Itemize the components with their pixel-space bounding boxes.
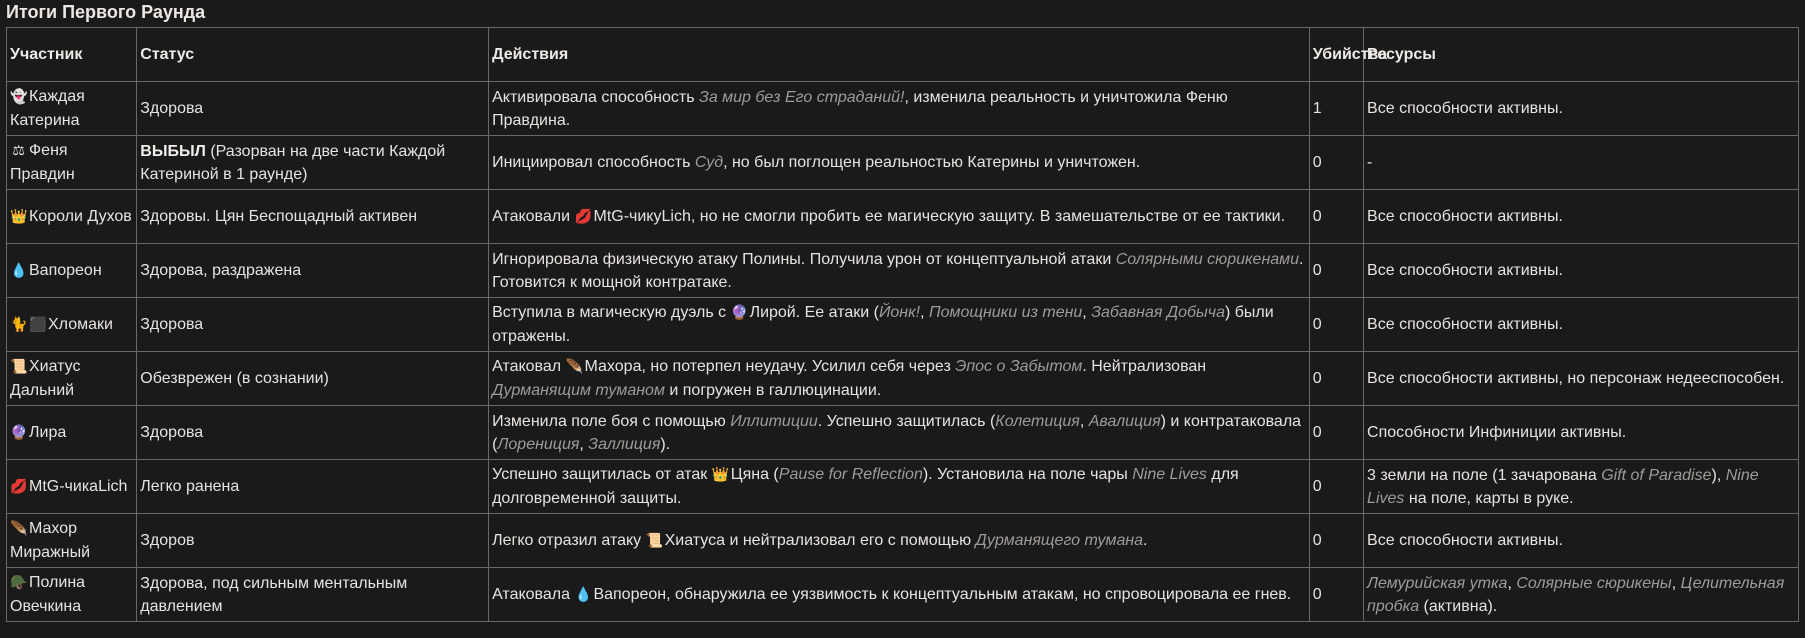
cell-status <box>137 190 489 244</box>
table-row <box>7 568 1799 622</box>
header-participant: Участник <box>7 28 137 82</box>
ability-name: Дурманящим туманом <box>492 382 665 399</box>
cell-text: Все способности активны. <box>1367 262 1563 279</box>
helmet-icon: 🪖 <box>10 575 28 591</box>
cell-text: Феня Правдин <box>10 142 75 183</box>
cell-text: . Нейтрализован <box>1082 358 1207 375</box>
cell-status <box>137 136 489 190</box>
cell-text: Махор Миражный <box>10 520 91 561</box>
cell-actions <box>489 460 1310 514</box>
cell-text: ). Установила на поле чары <box>922 466 1133 483</box>
ability-name: Суд <box>694 154 724 171</box>
cell-text: Здорова <box>140 100 204 117</box>
cell-resources <box>1364 244 1799 298</box>
ability-name: Pause for Reflection <box>778 466 923 483</box>
cell-actions <box>489 406 1310 460</box>
cell-text: Здорова <box>140 316 204 333</box>
table-row <box>7 298 1799 352</box>
cell-text: , но был поглощен реальностью Катерины и уничтожен. <box>723 154 1141 171</box>
cell-text: , <box>1507 574 1517 592</box>
cell-text: Все способности активны. <box>1367 316 1563 333</box>
lips-icon: 💋 <box>10 478 28 495</box>
cell-text: 3 земли на поле (1 зачарована <box>1367 466 1602 484</box>
cell-text: Вапореон, обнаружила ее уязвимость к концептуальным атакам, но спровоцировала ее гнев. <box>593 585 1292 603</box>
header-resources: Ресурсы <box>1364 28 1799 82</box>
cell-kills: 0 <box>1309 136 1363 190</box>
cell-resources <box>1364 136 1799 190</box>
cell-text: Лирой. Ее атаки ( <box>749 304 879 321</box>
table-row <box>7 244 1799 298</box>
cell-text: Атаковал <box>492 358 566 375</box>
cell-text: на поле, карты в руке. <box>1404 489 1574 507</box>
cell-kills: 0 <box>1309 514 1363 568</box>
cell-text: Махора, но потерпел неудачу. Усилил себя через <box>584 358 956 375</box>
cell-actions <box>489 244 1310 298</box>
page-title: Итоги Первого Раунда <box>6 2 206 22</box>
droplet-icon: 💧 <box>574 586 592 603</box>
cell-status <box>137 82 489 136</box>
cell-kills: 0 <box>1309 244 1363 298</box>
cell-participant <box>7 352 137 406</box>
cell-text: . Успешно защитилась ( <box>817 412 996 430</box>
cell-participant <box>7 406 137 460</box>
cell-text: Хломаки <box>48 315 113 333</box>
round-summary-table <box>6 27 1799 622</box>
crystal-ball-icon: 🔮 <box>10 424 28 441</box>
cell-text: , <box>1082 304 1092 321</box>
cell-text: Инициировал способность <box>492 154 695 171</box>
cell-text: Здорова, раздражена <box>140 262 302 279</box>
cell-text: Цяна ( <box>730 466 779 483</box>
cell-text: и погружен в галлюцинации. <box>664 382 882 399</box>
ability-name: За мир без Его страданий! <box>699 88 905 106</box>
cell-text: Атаковала <box>492 585 575 603</box>
cell-status <box>137 514 489 568</box>
cell-text: ). <box>660 435 671 453</box>
cell-text: Вступила в магическую дуэль с <box>492 304 731 321</box>
cell-status <box>137 352 489 406</box>
cell-text: Лира <box>29 423 67 441</box>
cell-status <box>137 568 489 622</box>
cell-resources <box>1364 190 1799 244</box>
cell-text: для долговременной защиты. <box>492 466 1239 507</box>
cell-text: Короли Духов <box>29 207 132 225</box>
table-row <box>7 82 1799 136</box>
cell-text: Здоровы. Цян Беспощадный активен <box>140 208 418 225</box>
cell-participant <box>7 460 137 514</box>
ability-name: Йонк! <box>878 304 921 321</box>
cell-actions <box>489 352 1310 406</box>
cell-text: Легко отразил атаку <box>492 531 646 549</box>
cell-status <box>137 298 489 352</box>
cell-text: , <box>1671 574 1681 592</box>
cell-actions <box>489 82 1310 136</box>
cell-status <box>137 244 489 298</box>
cell-text: Все способности активны. <box>1367 208 1563 225</box>
cell-text: MtG-чикуLich, но не смогли пробить ее магическую защиту. В замешательстве от ее тактики. <box>593 207 1286 225</box>
cell-text: , <box>1079 412 1089 430</box>
cell-text: Хиатуса и нейтрализовал его с помощью <box>664 531 976 549</box>
cell-actions <box>489 514 1310 568</box>
cell-kills: 0 <box>1309 460 1363 514</box>
header-kills: Убийства <box>1309 28 1363 82</box>
cell-text: Изменила поле боя с помощью <box>492 412 731 430</box>
cell-text: . Готовится к мощной контратаке. <box>492 250 1304 291</box>
cell-text: Здорова <box>140 424 204 441</box>
cell-text: , <box>579 435 589 453</box>
cell-text: Обезврежен (в сознании) <box>140 370 329 387</box>
ability-name: Nine Lives <box>1367 466 1759 507</box>
feather-icon: 🪶 <box>10 521 28 537</box>
cell-text: . <box>1143 531 1148 549</box>
cell-kills: 0 <box>1309 190 1363 244</box>
cell-resources <box>1364 82 1799 136</box>
cell-participant <box>7 190 137 244</box>
cell-text: Все способности активны. <box>1367 100 1563 117</box>
cell-text: (Разорван на две части Каждой Катериной в 1 раунде) <box>140 142 446 183</box>
header-status: Статус <box>137 28 489 82</box>
cell-resources <box>1364 352 1799 406</box>
cell-participant <box>7 136 137 190</box>
cell-text: Каждая Катерина <box>10 88 85 129</box>
cell-kills: 0 <box>1309 406 1363 460</box>
cell-text: Атаковали <box>492 207 575 225</box>
header-actions: Действия <box>489 28 1310 82</box>
cell-kills: 0 <box>1309 352 1363 406</box>
cell-text: ) и контратаковала ( <box>492 412 1302 453</box>
cell-resources <box>1364 568 1799 622</box>
ability-name: Солярными сюрикенами <box>1115 250 1300 268</box>
ability-name: Gift of Paradise <box>1601 466 1712 484</box>
cell-actions <box>489 298 1310 352</box>
cell-participant <box>7 514 137 568</box>
table-header-row <box>7 28 1799 82</box>
cell-text: Успешно защитилась от атак <box>492 466 712 483</box>
cell-actions <box>489 190 1310 244</box>
cell-text: ) были отражены. <box>492 304 1274 345</box>
cell-text: Хиатус Дальний <box>10 358 81 399</box>
cell-text: Здорова, под сильным ментальным давлением <box>140 574 408 615</box>
cell-text: MtG-чикаLich <box>29 477 128 495</box>
ability-name: Иллитиции <box>730 412 818 430</box>
cell-text: (активна). <box>1419 597 1498 615</box>
cell-text: ), <box>1711 466 1726 484</box>
cell-text: Полина Овечкина <box>10 574 86 615</box>
cell-resources <box>1364 406 1799 460</box>
cell-actions <box>489 136 1310 190</box>
cell-text: Все способности активны. <box>1367 532 1563 549</box>
cell-participant <box>7 568 137 622</box>
scroll-icon: 📜 <box>645 532 664 549</box>
cat-icon: 🐈 <box>10 316 28 333</box>
cell-kills: 0 <box>1309 298 1363 352</box>
ability-name: Дурманящего тумана <box>975 531 1144 549</box>
cell-text: - <box>1367 154 1373 171</box>
ability-name: Nine Lives <box>1132 466 1207 483</box>
droplet-icon: 💧 <box>10 262 28 279</box>
ability-name: Заллиция <box>588 435 661 453</box>
cell-text: , изменила реальность и уничтожила Феню Правдина. <box>492 88 1228 129</box>
cell-text: Легко ранена <box>140 478 240 495</box>
table-row <box>7 190 1799 244</box>
cell-text: Игнорировала физическую атаку Полины. Получила урон от концептуальной атаки <box>492 250 1116 268</box>
cell-kills: 0 <box>1309 568 1363 622</box>
ghost-icon: 👻 <box>10 89 28 105</box>
cell-status <box>137 406 489 460</box>
ability-name: Забавная Добыча <box>1091 304 1225 321</box>
crown-icon: 👑 <box>10 208 28 225</box>
cell-participant <box>7 298 137 352</box>
scales-icon: ⚖ <box>12 143 25 159</box>
table-row <box>7 136 1799 190</box>
black-square-icon: ⬛ <box>29 316 47 333</box>
cell-resources <box>1364 514 1799 568</box>
cell-text: Способности Инфиниции активны. <box>1367 424 1627 441</box>
table-row <box>7 460 1799 514</box>
table-body <box>7 82 1799 622</box>
cell-text: Здоров <box>140 532 195 549</box>
lips-icon: 💋 <box>574 208 592 225</box>
crystal-ball-icon: 🔮 <box>730 305 748 321</box>
ability-name: Целительная пробка <box>1367 574 1785 615</box>
ability-name: Солярные сюрикены <box>1516 574 1672 592</box>
ability-name: Лорениция <box>497 435 580 453</box>
cell-text: Активировала способность <box>492 88 699 106</box>
ability-name: Авалиция <box>1088 412 1161 430</box>
status-emphasis: ВЫБЫЛ <box>140 142 206 160</box>
crown-icon: 👑 <box>711 467 730 483</box>
cell-resources <box>1364 460 1799 514</box>
ability-name: Эпос о Забытом <box>955 358 1083 375</box>
feather-icon: 🪶 <box>565 359 583 375</box>
table-row <box>7 514 1799 568</box>
ability-name: Колетиция <box>995 412 1080 430</box>
cell-text: Все способности активны, но персонаж недееспособен. <box>1367 370 1785 387</box>
cell-actions <box>489 568 1310 622</box>
cell-participant <box>7 244 137 298</box>
table-row <box>7 352 1799 406</box>
ability-name: Помощники из тени <box>929 304 1083 321</box>
summary-document <box>6 0 1799 622</box>
scroll-icon: 📜 <box>10 359 28 375</box>
cell-status <box>137 460 489 514</box>
cell-kills: 1 <box>1309 82 1363 136</box>
cell-text: , <box>920 304 929 321</box>
table-row <box>7 406 1799 460</box>
cell-text: Вапореон <box>29 261 102 279</box>
ability-name: Лемурийская утка <box>1367 574 1508 592</box>
cell-participant <box>7 82 137 136</box>
cell-resources <box>1364 298 1799 352</box>
